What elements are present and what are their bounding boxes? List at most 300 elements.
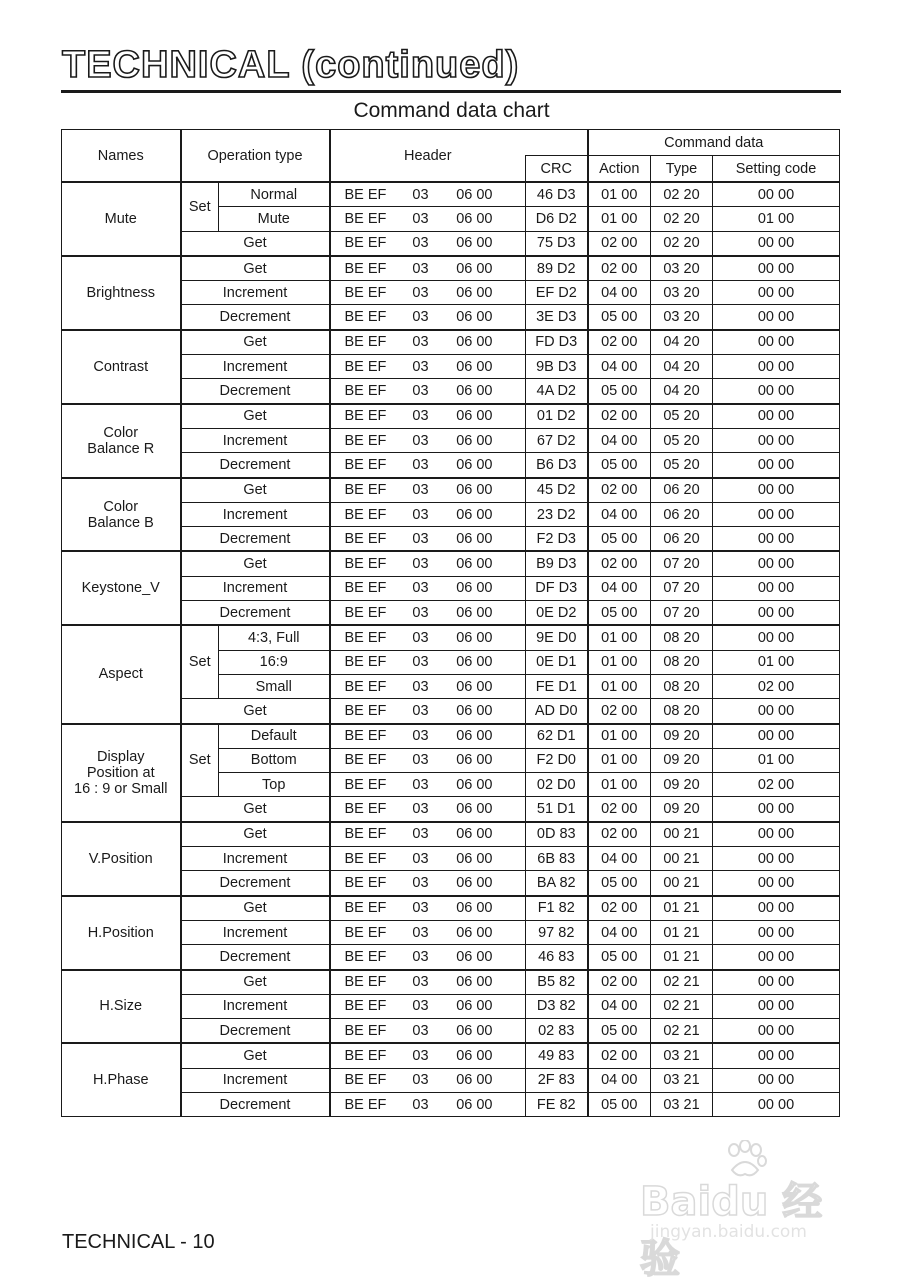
header-byte-3: 06 00 — [456, 998, 493, 1015]
type-cell: 00 21 — [651, 822, 713, 847]
table-row — [62, 182, 840, 207]
header-cell — [330, 699, 526, 724]
header-byte-1: BE EF — [344, 776, 387, 793]
header-byte-1: BE EF — [344, 801, 387, 818]
table-row — [62, 1043, 840, 1068]
header-byte-2: 03 — [412, 801, 429, 818]
header-byte-3: 06 00 — [456, 383, 493, 400]
action-cell: 05 00 — [588, 1019, 651, 1044]
setting-code-cell: 00 00 — [713, 281, 840, 305]
header-byte-2: 03 — [412, 482, 429, 499]
action-cell: 01 00 — [588, 207, 651, 231]
setting-code-cell: 00 00 — [713, 896, 840, 921]
setting-code-cell: 00 00 — [713, 699, 840, 724]
table-row — [62, 896, 840, 921]
header-byte-2: 03 — [412, 235, 429, 252]
header-byte-1: BE EF — [344, 826, 387, 843]
header-byte-2: 03 — [412, 752, 429, 769]
header-cell — [330, 355, 526, 379]
crc-cell: B9 D3 — [526, 551, 588, 576]
header-cell — [330, 231, 526, 256]
header-byte-3: 06 00 — [456, 702, 493, 719]
header-byte-3: 06 00 — [456, 210, 493, 227]
header-cell — [330, 822, 526, 847]
crc-cell: 0E D2 — [526, 601, 588, 626]
action-cell: 02 00 — [588, 330, 651, 355]
header-byte-2: 03 — [412, 1048, 429, 1065]
crc-cell: 6B 83 — [526, 847, 588, 871]
setting-code-cell: 00 00 — [713, 797, 840, 822]
header-byte-1: BE EF — [344, 408, 387, 425]
command-group — [62, 896, 840, 970]
header-byte-1: BE EF — [344, 482, 387, 499]
crc-cell: 67 D2 — [526, 428, 588, 452]
crc-cell: B5 82 — [526, 970, 588, 995]
setting-code-cell: 00 00 — [713, 330, 840, 355]
operation-cell: Top — [219, 773, 330, 797]
header-byte-3: 06 00 — [456, 408, 493, 425]
header-cell — [330, 797, 526, 822]
setting-code-cell: 00 00 — [713, 502, 840, 526]
header-cell — [330, 920, 526, 944]
operation-cell: Increment — [181, 281, 330, 305]
type-cell: 05 20 — [651, 404, 713, 429]
crc-cell: 46 D3 — [526, 182, 588, 207]
header-cell — [330, 896, 526, 921]
action-cell: 04 00 — [588, 1068, 651, 1092]
type-cell: 08 20 — [651, 625, 713, 650]
crc-cell: 49 83 — [526, 1043, 588, 1068]
row-name: H.Phase — [62, 1043, 181, 1116]
setting-code-cell: 00 00 — [713, 355, 840, 379]
command-group — [62, 182, 840, 256]
header-byte-1: BE EF — [344, 948, 387, 965]
table-row — [62, 478, 840, 503]
header-byte-3: 06 00 — [456, 924, 493, 941]
header-byte-1: BE EF — [344, 1096, 387, 1113]
type-cell: 05 20 — [651, 428, 713, 452]
header-byte-3: 06 00 — [456, 752, 493, 769]
header-byte-1: BE EF — [344, 654, 387, 671]
header-byte-1: BE EF — [344, 604, 387, 621]
header-cell — [330, 601, 526, 626]
header-byte-3: 06 00 — [456, 1048, 493, 1065]
command-group — [62, 625, 840, 723]
action-cell: 01 00 — [588, 650, 651, 674]
header-byte-2: 03 — [412, 948, 429, 965]
crc-cell: 2F 83 — [526, 1068, 588, 1092]
header-cell — [330, 625, 526, 650]
header-byte-3: 06 00 — [456, 728, 493, 745]
header-cell — [330, 379, 526, 404]
header-byte-2: 03 — [412, 408, 429, 425]
crc-cell: F2 D3 — [526, 527, 588, 552]
set-label: Set — [181, 724, 219, 797]
header-byte-3: 06 00 — [456, 948, 493, 965]
header-byte-3: 06 00 — [456, 1022, 493, 1039]
header-byte-2: 03 — [412, 260, 429, 277]
action-cell: 05 00 — [588, 453, 651, 478]
operation-cell: Get — [181, 896, 330, 921]
header-byte-2: 03 — [412, 383, 429, 400]
header-byte-3: 06 00 — [456, 900, 493, 917]
command-data-table — [61, 129, 840, 1117]
header-byte-2: 03 — [412, 358, 429, 375]
action-cell: 04 00 — [588, 428, 651, 452]
action-cell: 01 00 — [588, 674, 651, 698]
header-byte-2: 03 — [412, 826, 429, 843]
header-byte-1: BE EF — [344, 383, 387, 400]
header-byte-1: BE EF — [344, 358, 387, 375]
header-cell — [330, 281, 526, 305]
header-cell — [330, 1043, 526, 1068]
action-cell: 02 00 — [588, 699, 651, 724]
header-action: Action — [588, 156, 651, 183]
setting-code-cell: 00 00 — [713, 871, 840, 896]
crc-cell: D6 D2 — [526, 207, 588, 231]
row-name: Keystone_V — [62, 551, 181, 625]
crc-cell: B6 D3 — [526, 453, 588, 478]
type-cell: 08 20 — [651, 699, 713, 724]
action-cell: 04 00 — [588, 920, 651, 944]
header-byte-1: BE EF — [344, 334, 387, 351]
header-cell — [330, 256, 526, 281]
baidu-watermark — [640, 1140, 850, 1282]
operation-cell: Decrement — [181, 871, 330, 896]
action-cell: 05 00 — [588, 379, 651, 404]
setting-code-cell: 00 00 — [713, 256, 840, 281]
header-cell — [330, 650, 526, 674]
type-cell: 03 21 — [651, 1092, 713, 1116]
header-byte-2: 03 — [412, 456, 429, 473]
header-cell — [330, 428, 526, 452]
header-byte-3: 06 00 — [456, 1096, 493, 1113]
type-cell: 01 21 — [651, 945, 713, 970]
setting-code-cell: 00 00 — [713, 920, 840, 944]
operation-cell: Increment — [181, 502, 330, 526]
operation-cell: Increment — [181, 847, 330, 871]
header-byte-1: BE EF — [344, 924, 387, 941]
table-row — [62, 625, 840, 650]
header-cell — [330, 1068, 526, 1092]
action-cell: 04 00 — [588, 281, 651, 305]
header-byte-2: 03 — [412, 186, 429, 203]
header-crc-blank — [526, 130, 588, 156]
set-label: Set — [181, 182, 219, 231]
setting-code-cell: 00 00 — [713, 1092, 840, 1116]
header-byte-3: 06 00 — [456, 482, 493, 499]
operation-cell: Decrement — [181, 527, 330, 552]
header-byte-2: 03 — [412, 432, 429, 449]
crc-cell: 0E D1 — [526, 650, 588, 674]
operation-cell: Get — [181, 1043, 330, 1068]
crc-cell: AD D0 — [526, 699, 588, 724]
header-byte-2: 03 — [412, 580, 429, 597]
header-cell — [330, 207, 526, 231]
header-byte-1: BE EF — [344, 874, 387, 891]
operation-cell: Get — [181, 551, 330, 576]
table-row — [62, 404, 840, 429]
header-cell — [330, 404, 526, 429]
operation-cell: Decrement — [181, 379, 330, 404]
header-byte-3: 06 00 — [456, 1072, 493, 1089]
header-byte-2: 03 — [412, 728, 429, 745]
action-cell: 02 00 — [588, 231, 651, 256]
set-label: Set — [181, 625, 219, 698]
crc-cell: 0D 83 — [526, 822, 588, 847]
setting-code-cell: 00 00 — [713, 478, 840, 503]
crc-cell: EF D2 — [526, 281, 588, 305]
header-cell — [330, 945, 526, 970]
action-cell: 02 00 — [588, 256, 651, 281]
header-byte-2: 03 — [412, 210, 429, 227]
header-cell — [330, 551, 526, 576]
setting-code-cell: 00 00 — [713, 551, 840, 576]
row-name: Brightness — [62, 256, 181, 330]
crc-cell: 45 D2 — [526, 478, 588, 503]
header-byte-3: 06 00 — [456, 530, 493, 547]
header-crc: CRC — [526, 156, 588, 183]
header-byte-3: 06 00 — [456, 974, 493, 991]
crc-cell: FE 82 — [526, 1092, 588, 1116]
type-cell: 03 20 — [651, 256, 713, 281]
header-byte-1: BE EF — [344, 1072, 387, 1089]
action-cell: 04 00 — [588, 994, 651, 1018]
setting-code-cell: 01 00 — [713, 650, 840, 674]
table-row — [62, 724, 840, 749]
setting-code-cell: 01 00 — [713, 207, 840, 231]
setting-code-cell: 00 00 — [713, 945, 840, 970]
setting-code-cell: 00 00 — [713, 231, 840, 256]
header-byte-1: BE EF — [344, 998, 387, 1015]
operation-cell: Decrement — [181, 1092, 330, 1116]
type-cell: 00 21 — [651, 871, 713, 896]
type-cell: 07 20 — [651, 551, 713, 576]
command-group — [62, 551, 840, 625]
header-byte-2: 03 — [412, 334, 429, 351]
header-cell — [330, 502, 526, 526]
crc-cell: FE D1 — [526, 674, 588, 698]
header-byte-2: 03 — [412, 604, 429, 621]
operation-cell: Get — [181, 478, 330, 503]
header-command-data: Command data — [588, 130, 840, 156]
operation-cell: Increment — [181, 920, 330, 944]
table-row — [62, 330, 840, 355]
header-byte-3: 06 00 — [456, 556, 493, 573]
setting-code-cell: 00 00 — [713, 428, 840, 452]
type-cell: 03 21 — [651, 1043, 713, 1068]
table-caption: Command data chart — [353, 99, 550, 122]
header-byte-1: BE EF — [344, 284, 387, 301]
operation-cell: Default — [219, 724, 330, 749]
command-group — [62, 256, 840, 330]
operation-cell: Small — [219, 674, 330, 698]
header-cell — [330, 1019, 526, 1044]
header-byte-2: 03 — [412, 702, 429, 719]
crc-cell: 3E D3 — [526, 305, 588, 330]
operation-cell: 4:3, Full — [219, 625, 330, 650]
type-cell: 02 20 — [651, 182, 713, 207]
operation-cell: Increment — [181, 576, 330, 600]
type-cell: 02 20 — [651, 207, 713, 231]
header-cell — [330, 305, 526, 330]
setting-code-cell: 00 00 — [713, 822, 840, 847]
header-byte-1: BE EF — [344, 309, 387, 326]
header-byte-2: 03 — [412, 900, 429, 917]
header-byte-2: 03 — [412, 530, 429, 547]
header-cell — [330, 773, 526, 797]
header-byte-3: 06 00 — [456, 654, 493, 671]
operation-cell: Mute — [219, 207, 330, 231]
header-byte-2: 03 — [412, 1072, 429, 1089]
operation-cell: Get — [181, 970, 330, 995]
action-cell: 04 00 — [588, 355, 651, 379]
row-name: Contrast — [62, 330, 181, 404]
action-cell: 01 00 — [588, 625, 651, 650]
setting-code-cell: 00 00 — [713, 305, 840, 330]
operation-cell: Get — [181, 797, 330, 822]
type-cell: 05 20 — [651, 453, 713, 478]
row-name: Color Balance B — [62, 478, 181, 552]
header-byte-1: BE EF — [344, 728, 387, 745]
type-cell: 06 20 — [651, 527, 713, 552]
header-byte-1: BE EF — [344, 260, 387, 277]
row-name: H.Size — [62, 970, 181, 1044]
header-byte-1: BE EF — [344, 702, 387, 719]
operation-cell: Decrement — [181, 453, 330, 478]
type-cell: 03 21 — [651, 1068, 713, 1092]
type-cell: 04 20 — [651, 379, 713, 404]
setting-code-cell: 01 00 — [713, 748, 840, 772]
operation-cell: Increment — [181, 994, 330, 1018]
type-cell: 07 20 — [651, 601, 713, 626]
header-cell — [330, 994, 526, 1018]
command-group — [62, 404, 840, 478]
crc-cell: D3 82 — [526, 994, 588, 1018]
operation-cell: Decrement — [181, 601, 330, 626]
operation-cell: Decrement — [181, 945, 330, 970]
crc-cell: 9B D3 — [526, 355, 588, 379]
header-byte-1: BE EF — [344, 556, 387, 573]
command-group — [62, 330, 840, 404]
operation-cell: Increment — [181, 355, 330, 379]
crc-cell: FD D3 — [526, 330, 588, 355]
header-byte-2: 03 — [412, 309, 429, 326]
crc-cell: 97 82 — [526, 920, 588, 944]
header-byte-1: BE EF — [344, 900, 387, 917]
action-cell: 01 00 — [588, 182, 651, 207]
operation-cell: Get — [181, 256, 330, 281]
header-byte-1: BE EF — [344, 974, 387, 991]
crc-cell: F2 D0 — [526, 748, 588, 772]
crc-cell: DF D3 — [526, 576, 588, 600]
header-byte-1: BE EF — [344, 530, 387, 547]
header-byte-3: 06 00 — [456, 235, 493, 252]
header-byte-1: BE EF — [344, 235, 387, 252]
header-byte-3: 06 00 — [456, 874, 493, 891]
setting-code-cell: 00 00 — [713, 404, 840, 429]
action-cell: 04 00 — [588, 847, 651, 871]
crc-cell: 4A D2 — [526, 379, 588, 404]
header-byte-2: 03 — [412, 924, 429, 941]
setting-code-cell: 00 00 — [713, 601, 840, 626]
table-row — [62, 822, 840, 847]
header-byte-1: BE EF — [344, 210, 387, 227]
header-cell — [330, 453, 526, 478]
header-type: Type — [651, 156, 713, 183]
type-cell: 04 20 — [651, 355, 713, 379]
action-cell: 02 00 — [588, 404, 651, 429]
crc-cell: BA 82 — [526, 871, 588, 896]
type-cell: 09 20 — [651, 773, 713, 797]
table-header — [62, 130, 840, 183]
crc-cell: 75 D3 — [526, 231, 588, 256]
header-byte-3: 06 00 — [456, 776, 493, 793]
crc-cell: 02 83 — [526, 1019, 588, 1044]
setting-code-cell: 00 00 — [713, 1043, 840, 1068]
type-cell: 06 20 — [651, 502, 713, 526]
operation-cell: Normal — [219, 182, 330, 207]
header-byte-3: 06 00 — [456, 186, 493, 203]
crc-cell: 02 D0 — [526, 773, 588, 797]
title-rule — [61, 90, 841, 93]
setting-code-cell: 00 00 — [713, 576, 840, 600]
action-cell: 05 00 — [588, 601, 651, 626]
row-name: Display Position at 16 : 9 or Small — [62, 724, 181, 822]
operation-cell: Increment — [181, 1068, 330, 1092]
command-group — [62, 478, 840, 552]
type-cell: 01 21 — [651, 920, 713, 944]
header-byte-3: 06 00 — [456, 678, 493, 695]
header-byte-2: 03 — [412, 998, 429, 1015]
watermark-brand: Baidu 经验 — [640, 1179, 823, 1282]
header-byte-3: 06 00 — [456, 432, 493, 449]
header-byte-1: BE EF — [344, 629, 387, 646]
header-byte-3: 06 00 — [456, 629, 493, 646]
crc-cell: 46 83 — [526, 945, 588, 970]
action-cell: 05 00 — [588, 945, 651, 970]
crc-cell: 51 D1 — [526, 797, 588, 822]
header-operation-type: Operation type — [181, 130, 330, 183]
type-cell: 02 21 — [651, 970, 713, 995]
action-cell: 04 00 — [588, 502, 651, 526]
type-cell: 09 20 — [651, 724, 713, 749]
operation-cell: Get — [181, 699, 330, 724]
header-byte-3: 06 00 — [456, 826, 493, 843]
header-byte-1: BE EF — [344, 456, 387, 473]
setting-code-cell: 00 00 — [713, 847, 840, 871]
header-byte-3: 06 00 — [456, 358, 493, 375]
header-byte-2: 03 — [412, 850, 429, 867]
header-cell — [330, 724, 526, 749]
operation-cell: Decrement — [181, 305, 330, 330]
header-cell — [330, 1092, 526, 1116]
header-byte-3: 06 00 — [456, 801, 493, 818]
row-name: Mute — [62, 182, 181, 256]
header-setting-code: Setting code — [713, 156, 840, 183]
action-cell: 02 00 — [588, 822, 651, 847]
header-byte-3: 06 00 — [456, 456, 493, 473]
header-cell — [330, 576, 526, 600]
header-byte-3: 06 00 — [456, 284, 493, 301]
page-footer: TECHNICAL - 10 — [62, 1231, 215, 1253]
header-byte-1: BE EF — [344, 1022, 387, 1039]
header-byte-2: 03 — [412, 874, 429, 891]
setting-code-cell: 00 00 — [713, 379, 840, 404]
operation-cell: Get — [181, 330, 330, 355]
header-byte-2: 03 — [412, 556, 429, 573]
crc-cell: F1 82 — [526, 896, 588, 921]
